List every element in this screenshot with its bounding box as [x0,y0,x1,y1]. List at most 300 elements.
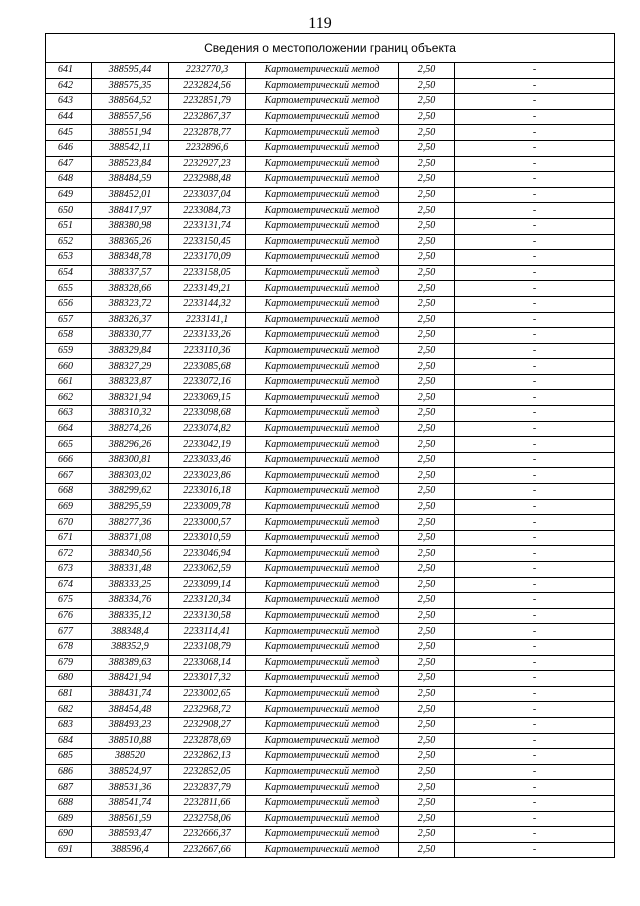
x-coordinate-cell: 388510,88 [92,733,169,749]
y-coordinate-cell: 2232667,66 [169,842,246,858]
table-row [46,530,615,546]
method-cell: Картометрический метод [246,63,399,79]
point-number-cell: 678 [46,639,92,655]
method-cell: Картометрический метод [246,717,399,733]
point-number-cell: 680 [46,671,92,687]
note-cell: - [455,484,615,500]
method-cell: Картометрический метод [246,421,399,437]
accuracy-cell: 2,50 [399,593,455,609]
point-number-cell: 654 [46,265,92,281]
accuracy-cell: 2,50 [399,328,455,344]
x-coordinate-cell: 388335,12 [92,608,169,624]
point-number-cell: 691 [46,842,92,858]
method-cell: Картометрический метод [246,811,399,827]
accuracy-cell: 2,50 [399,577,455,593]
table-row [46,250,615,266]
note-cell: - [455,281,615,297]
method-cell: Картометрический метод [246,296,399,312]
note-cell: - [455,390,615,406]
x-coordinate-cell: 388296,26 [92,437,169,453]
x-coordinate-cell: 388352,9 [92,639,169,655]
point-number-cell: 657 [46,312,92,328]
note-cell: - [455,764,615,780]
point-number-cell: 672 [46,546,92,562]
note-cell: - [455,499,615,515]
note-cell: - [455,733,615,749]
accuracy-cell: 2,50 [399,265,455,281]
point-number-cell: 661 [46,374,92,390]
y-coordinate-cell: 2233074,82 [169,421,246,437]
y-coordinate-cell: 2232878,69 [169,733,246,749]
x-coordinate-cell: 388330,77 [92,328,169,344]
x-coordinate-cell: 388326,37 [92,312,169,328]
x-coordinate-cell: 388371,08 [92,530,169,546]
y-coordinate-cell: 2232837,79 [169,780,246,796]
point-number-cell: 677 [46,624,92,640]
point-number-cell: 660 [46,359,92,375]
method-cell: Картометрический метод [246,827,399,843]
point-number-cell: 653 [46,250,92,266]
y-coordinate-cell: 2232896,6 [169,140,246,156]
table-row [46,312,615,328]
method-cell: Картометрический метод [246,390,399,406]
point-number-cell: 656 [46,296,92,312]
table-title: Сведения о местоположении границ объекта [46,34,615,63]
note-cell: - [455,842,615,858]
x-coordinate-cell: 388551,94 [92,125,169,141]
table-row [46,827,615,843]
method-cell: Картометрический метод [246,749,399,765]
note-cell: - [455,749,615,765]
x-coordinate-cell: 388431,74 [92,686,169,702]
point-number-cell: 675 [46,593,92,609]
accuracy-cell: 2,50 [399,421,455,437]
method-cell: Картометрический метод [246,265,399,281]
x-coordinate-cell: 388329,84 [92,343,169,359]
table-row [46,437,615,453]
note-cell: - [455,655,615,671]
table-row [46,562,615,578]
table-row [46,187,615,203]
method-cell: Картометрический метод [246,764,399,780]
y-coordinate-cell: 2232927,23 [169,156,246,172]
method-cell: Картометрический метод [246,671,399,687]
table-row [46,203,615,219]
accuracy-cell: 2,50 [399,296,455,312]
accuracy-cell: 2,50 [399,827,455,843]
method-cell: Картометрический метод [246,125,399,141]
x-coordinate-cell: 388417,97 [92,203,169,219]
table-row [46,390,615,406]
point-number-cell: 673 [46,562,92,578]
x-coordinate-cell: 388348,78 [92,250,169,266]
point-number-cell: 644 [46,109,92,125]
x-coordinate-cell: 388524,97 [92,764,169,780]
y-coordinate-cell: 2233108,79 [169,639,246,655]
y-coordinate-cell: 2233149,21 [169,281,246,297]
y-coordinate-cell: 2233170,09 [169,250,246,266]
note-cell: - [455,562,615,578]
accuracy-cell: 2,50 [399,468,455,484]
method-cell: Картометрический метод [246,499,399,515]
point-number-cell: 666 [46,452,92,468]
x-coordinate-cell: 388328,66 [92,281,169,297]
accuracy-cell: 2,50 [399,140,455,156]
y-coordinate-cell: 2233062,59 [169,562,246,578]
table-row [46,795,615,811]
method-cell: Картометрический метод [246,795,399,811]
x-coordinate-cell: 388389,63 [92,655,169,671]
point-number-cell: 668 [46,484,92,500]
y-coordinate-cell: 2233131,74 [169,218,246,234]
note-cell: - [455,671,615,687]
y-coordinate-cell: 2233098,68 [169,406,246,422]
table-row [46,281,615,297]
accuracy-cell: 2,50 [399,172,455,188]
note-cell: - [455,203,615,219]
point-number-cell: 650 [46,203,92,219]
accuracy-cell: 2,50 [399,203,455,219]
table-row [46,328,615,344]
y-coordinate-cell: 2233009,78 [169,499,246,515]
y-coordinate-cell: 2233099,14 [169,577,246,593]
method-cell: Картометрический метод [246,328,399,344]
note-cell: - [455,296,615,312]
accuracy-cell: 2,50 [399,218,455,234]
point-number-cell: 662 [46,390,92,406]
note-cell: - [455,795,615,811]
accuracy-cell: 2,50 [399,702,455,718]
note-cell: - [455,343,615,359]
point-number-cell: 681 [46,686,92,702]
point-number-cell: 664 [46,421,92,437]
x-coordinate-cell: 388380,98 [92,218,169,234]
point-number-cell: 686 [46,764,92,780]
x-coordinate-cell: 388542,11 [92,140,169,156]
x-coordinate-cell: 388561,59 [92,811,169,827]
table-row [46,125,615,141]
x-coordinate-cell: 388331,48 [92,562,169,578]
accuracy-cell: 2,50 [399,515,455,531]
method-cell: Картометрический метод [246,234,399,250]
point-number-cell: 643 [46,94,92,110]
accuracy-cell: 2,50 [399,281,455,297]
x-coordinate-cell: 388421,94 [92,671,169,687]
point-number-cell: 645 [46,125,92,141]
point-number-cell: 688 [46,795,92,811]
note-cell: - [455,312,615,328]
table-row [46,546,615,562]
method-cell: Картометрический метод [246,780,399,796]
y-coordinate-cell: 2233084,73 [169,203,246,219]
y-coordinate-cell: 2232811,66 [169,795,246,811]
accuracy-cell: 2,50 [399,546,455,562]
method-cell: Картометрический метод [246,109,399,125]
table-row [46,655,615,671]
note-cell: - [455,639,615,655]
y-coordinate-cell: 2232758,06 [169,811,246,827]
point-number-cell: 671 [46,530,92,546]
point-number-cell: 682 [46,702,92,718]
y-coordinate-cell: 2233023,86 [169,468,246,484]
method-cell: Картометрический метод [246,203,399,219]
method-cell: Картометрический метод [246,406,399,422]
x-coordinate-cell: 388321,94 [92,390,169,406]
table-row [46,406,615,422]
table-row [46,624,615,640]
point-number-cell: 651 [46,218,92,234]
note-cell: - [455,172,615,188]
y-coordinate-cell: 2232988,48 [169,172,246,188]
note-cell: - [455,577,615,593]
accuracy-cell: 2,50 [399,343,455,359]
point-number-cell: 674 [46,577,92,593]
method-cell: Картометрический метод [246,842,399,858]
table-row [46,343,615,359]
y-coordinate-cell: 2232908,27 [169,717,246,733]
table-row [46,218,615,234]
point-number-cell: 655 [46,281,92,297]
table-row [46,780,615,796]
table-row [46,359,615,375]
x-coordinate-cell: 388523,84 [92,156,169,172]
x-coordinate-cell: 388541,74 [92,795,169,811]
accuracy-cell: 2,50 [399,374,455,390]
table-row [46,593,615,609]
method-cell: Картометрический метод [246,733,399,749]
note-cell: - [455,125,615,141]
table-row [46,234,615,250]
y-coordinate-cell: 2233130,58 [169,608,246,624]
method-cell: Картометрический метод [246,172,399,188]
accuracy-cell: 2,50 [399,234,455,250]
note-cell: - [455,827,615,843]
y-coordinate-cell: 2232852,05 [169,764,246,780]
note-cell: - [455,359,615,375]
x-coordinate-cell: 388295,59 [92,499,169,515]
table-row [46,109,615,125]
accuracy-cell: 2,50 [399,250,455,266]
accuracy-cell: 2,50 [399,733,455,749]
x-coordinate-cell: 388300,81 [92,452,169,468]
point-number-cell: 683 [46,717,92,733]
x-coordinate-cell: 388303,02 [92,468,169,484]
accuracy-cell: 2,50 [399,156,455,172]
point-number-cell: 670 [46,515,92,531]
method-cell: Картометрический метод [246,577,399,593]
method-cell: Картометрический метод [246,437,399,453]
method-cell: Картометрический метод [246,94,399,110]
x-coordinate-cell: 388493,23 [92,717,169,733]
x-coordinate-cell: 388334,76 [92,593,169,609]
method-cell: Картометрический метод [246,639,399,655]
y-coordinate-cell: 2233072,16 [169,374,246,390]
method-cell: Картометрический метод [246,78,399,94]
method-cell: Картометрический метод [246,156,399,172]
point-number-cell: 652 [46,234,92,250]
note-cell: - [455,608,615,624]
note-cell: - [455,702,615,718]
y-coordinate-cell: 2233010,59 [169,530,246,546]
method-cell: Картометрический метод [246,359,399,375]
accuracy-cell: 2,50 [399,608,455,624]
accuracy-cell: 2,50 [399,764,455,780]
table-row [46,468,615,484]
y-coordinate-cell: 2232867,37 [169,109,246,125]
note-cell: - [455,421,615,437]
point-number-cell: 684 [46,733,92,749]
note-cell: - [455,78,615,94]
x-coordinate-cell: 388365,26 [92,234,169,250]
method-cell: Картометрический метод [246,312,399,328]
accuracy-cell: 2,50 [399,671,455,687]
point-number-cell: 663 [46,406,92,422]
table-title-row [46,34,615,63]
accuracy-cell: 2,50 [399,390,455,406]
x-coordinate-cell: 388310,32 [92,406,169,422]
accuracy-cell: 2,50 [399,63,455,79]
method-cell: Картометрический метод [246,140,399,156]
method-cell: Картометрический метод [246,530,399,546]
y-coordinate-cell: 2233002,65 [169,686,246,702]
table-row [46,156,615,172]
note-cell: - [455,546,615,562]
table-row [46,140,615,156]
table-row [46,811,615,827]
y-coordinate-cell: 2232666,37 [169,827,246,843]
note-cell: - [455,109,615,125]
y-coordinate-cell: 2233042,19 [169,437,246,453]
x-coordinate-cell: 388274,26 [92,421,169,437]
accuracy-cell: 2,50 [399,452,455,468]
note-cell: - [455,140,615,156]
table-row [46,265,615,281]
note-cell: - [455,156,615,172]
table-row [46,452,615,468]
point-number-cell: 659 [46,343,92,359]
point-number-cell: 669 [46,499,92,515]
x-coordinate-cell: 388454,48 [92,702,169,718]
y-coordinate-cell: 2233069,15 [169,390,246,406]
y-coordinate-cell: 2232824,56 [169,78,246,94]
table-row [46,842,615,858]
table-row [46,421,615,437]
accuracy-cell: 2,50 [399,125,455,141]
point-number-cell: 687 [46,780,92,796]
y-coordinate-cell: 2232770,3 [169,63,246,79]
note-cell: - [455,265,615,281]
x-coordinate-cell: 388596,4 [92,842,169,858]
table-row [46,717,615,733]
y-coordinate-cell: 2233000,57 [169,515,246,531]
y-coordinate-cell: 2233110,36 [169,343,246,359]
method-cell: Картометрический метод [246,562,399,578]
accuracy-cell: 2,50 [399,811,455,827]
point-number-cell: 689 [46,811,92,827]
accuracy-cell: 2,50 [399,624,455,640]
x-coordinate-cell: 388484,59 [92,172,169,188]
note-cell: - [455,468,615,484]
method-cell: Картометрический метод [246,593,399,609]
x-coordinate-cell: 388340,56 [92,546,169,562]
method-cell: Картометрический метод [246,546,399,562]
method-cell: Картометрический метод [246,686,399,702]
point-number-cell: 676 [46,608,92,624]
point-number-cell: 642 [46,78,92,94]
accuracy-cell: 2,50 [399,530,455,546]
point-number-cell: 667 [46,468,92,484]
method-cell: Картометрический метод [246,452,399,468]
point-number-cell: 665 [46,437,92,453]
method-cell: Картометрический метод [246,187,399,203]
table-row [46,686,615,702]
table-row [46,374,615,390]
accuracy-cell: 2,50 [399,109,455,125]
note-cell: - [455,811,615,827]
table-row [46,671,615,687]
x-coordinate-cell: 388337,57 [92,265,169,281]
note-cell: - [455,234,615,250]
y-coordinate-cell: 2233144,32 [169,296,246,312]
method-cell: Картометрический метод [246,655,399,671]
accuracy-cell: 2,50 [399,312,455,328]
point-number-cell: 685 [46,749,92,765]
table-row [46,296,615,312]
accuracy-cell: 2,50 [399,94,455,110]
x-coordinate-cell: 388531,36 [92,780,169,796]
point-number-cell: 679 [46,655,92,671]
x-coordinate-cell: 388333,25 [92,577,169,593]
method-cell: Картометрический метод [246,218,399,234]
x-coordinate-cell: 388557,56 [92,109,169,125]
y-coordinate-cell: 2233158,05 [169,265,246,281]
accuracy-cell: 2,50 [399,717,455,733]
note-cell: - [455,515,615,531]
x-coordinate-cell: 388452,01 [92,187,169,203]
method-cell: Картометрический метод [246,281,399,297]
accuracy-cell: 2,50 [399,780,455,796]
point-number-cell: 658 [46,328,92,344]
point-number-cell: 648 [46,172,92,188]
accuracy-cell: 2,50 [399,437,455,453]
method-cell: Картометрический метод [246,608,399,624]
y-coordinate-cell: 2233085,68 [169,359,246,375]
y-coordinate-cell: 2233033,46 [169,452,246,468]
page-number: 119 [308,15,332,32]
note-cell: - [455,250,615,266]
note-cell: - [455,328,615,344]
y-coordinate-cell: 2233120,34 [169,593,246,609]
table-row [46,749,615,765]
table-row [46,702,615,718]
point-number-cell: 649 [46,187,92,203]
y-coordinate-cell: 2233037,04 [169,187,246,203]
accuracy-cell: 2,50 [399,359,455,375]
y-coordinate-cell: 2233017,32 [169,671,246,687]
y-coordinate-cell: 2232878,77 [169,125,246,141]
accuracy-cell: 2,50 [399,686,455,702]
note-cell: - [455,452,615,468]
method-cell: Картометрический метод [246,250,399,266]
x-coordinate-cell: 388323,72 [92,296,169,312]
table-row [46,577,615,593]
point-number-cell: 641 [46,63,92,79]
accuracy-cell: 2,50 [399,484,455,500]
table-row [46,94,615,110]
note-cell: - [455,94,615,110]
note-cell: - [455,686,615,702]
x-coordinate-cell: 388564,52 [92,94,169,110]
